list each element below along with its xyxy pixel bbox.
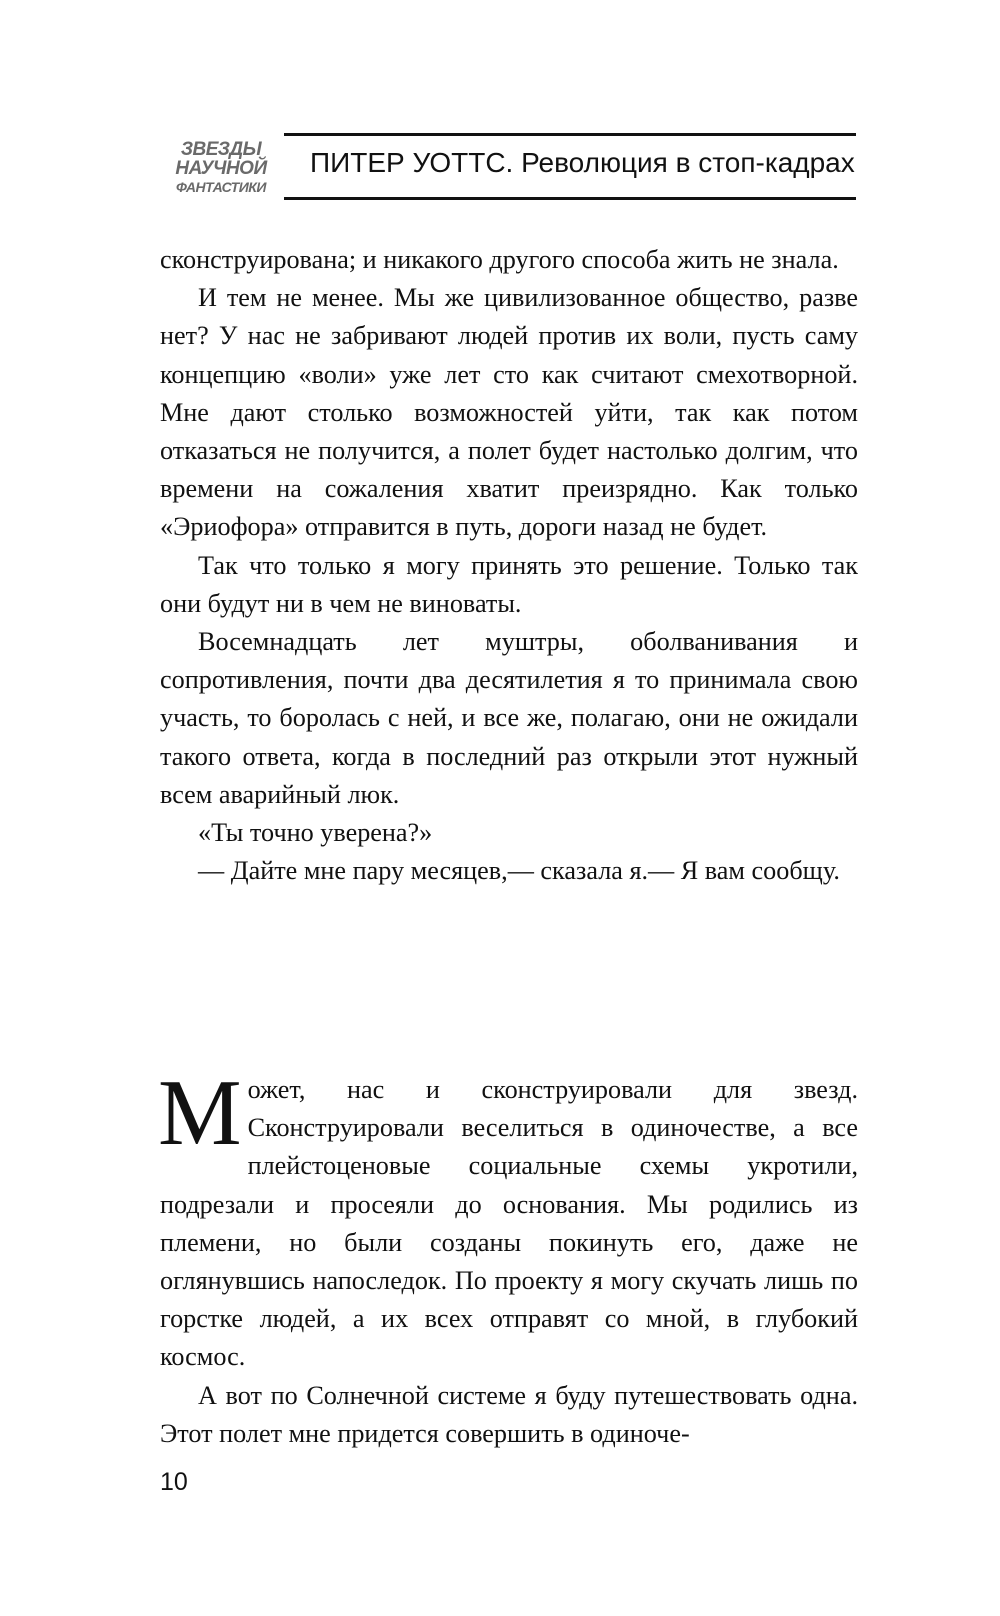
paragraph-4: Восемнадцать лет муштры, оболванивания и сопротивления, почти два десятилетия я то принимала свою участь, то боролась с ней, и все же, полагаю, они не ожидали такого ответа, когда в последний раз открыли этот нужный всем аварийный люк.	[160, 627, 858, 809]
header-rule-bottom	[284, 197, 856, 200]
paragraph-2: И тем не менее. Мы же цивилизованное общество, разве нет? У нас не забривают людей против их воли, пусть саму концепцию «воли» уже лет сто как считают смехотворной. Мне дают столько возможностей уйти, так как потом отказаться не получится, а полет будет настолько долгим, что времени на сожаления хватит преизрядно. Как только «Эриофора» отправится в путь, дороги назад не будет.	[160, 283, 858, 542]
paragraph-3: Так что только я могу принять это решение. Только так они будут ни в чем не виноваты.	[160, 550, 858, 618]
paragraph-6: — Дайте мне пару месяцев,— сказала я.— Я вам сообщу.	[198, 856, 840, 886]
logo-line-1: ЗВЕЗДЫ	[180, 139, 262, 160]
paragraph-7	[158, 1061, 858, 1377]
paragraph-8: А вот по Солнечной системе я буду путешествовать одна. Этот полет мне придется совершить в одиноче-	[160, 1380, 858, 1448]
logo-line-2: НАУЧНОЙ	[175, 158, 267, 179]
paragraph-7-text: ожет, нас и сконструировали для звезд. Сконструировали веселиться в одиночестве, а все плейстоценовые социальные схемы укротили, подрезали и просеяли до основания. Мы родились из племени, но были созданы покинуть его, даже не оглянувшись напоследок. По проекту я могу скучать лишь по горстке людей, а их всех отправят со мной, в глубокий космос.	[160, 1075, 858, 1372]
running-head: ПИТЕР УОТТС. Революция в стоп-кадрах	[310, 147, 855, 178]
paragraph-5: «Ты точно уверена?»	[198, 818, 433, 848]
text-section-2	[158, 1061, 858, 1453]
header-rule-top	[284, 133, 856, 136]
text-section-1	[160, 241, 858, 890]
logo-line-3: ФАНТАСТИКИ	[176, 179, 266, 195]
series-logo	[168, 140, 274, 204]
paragraph-1: сконструирована; и никакого другого способа жить не знала.	[160, 245, 839, 274]
drop-cap: М	[158, 1061, 242, 1165]
page-number: 10	[160, 1468, 188, 1496]
